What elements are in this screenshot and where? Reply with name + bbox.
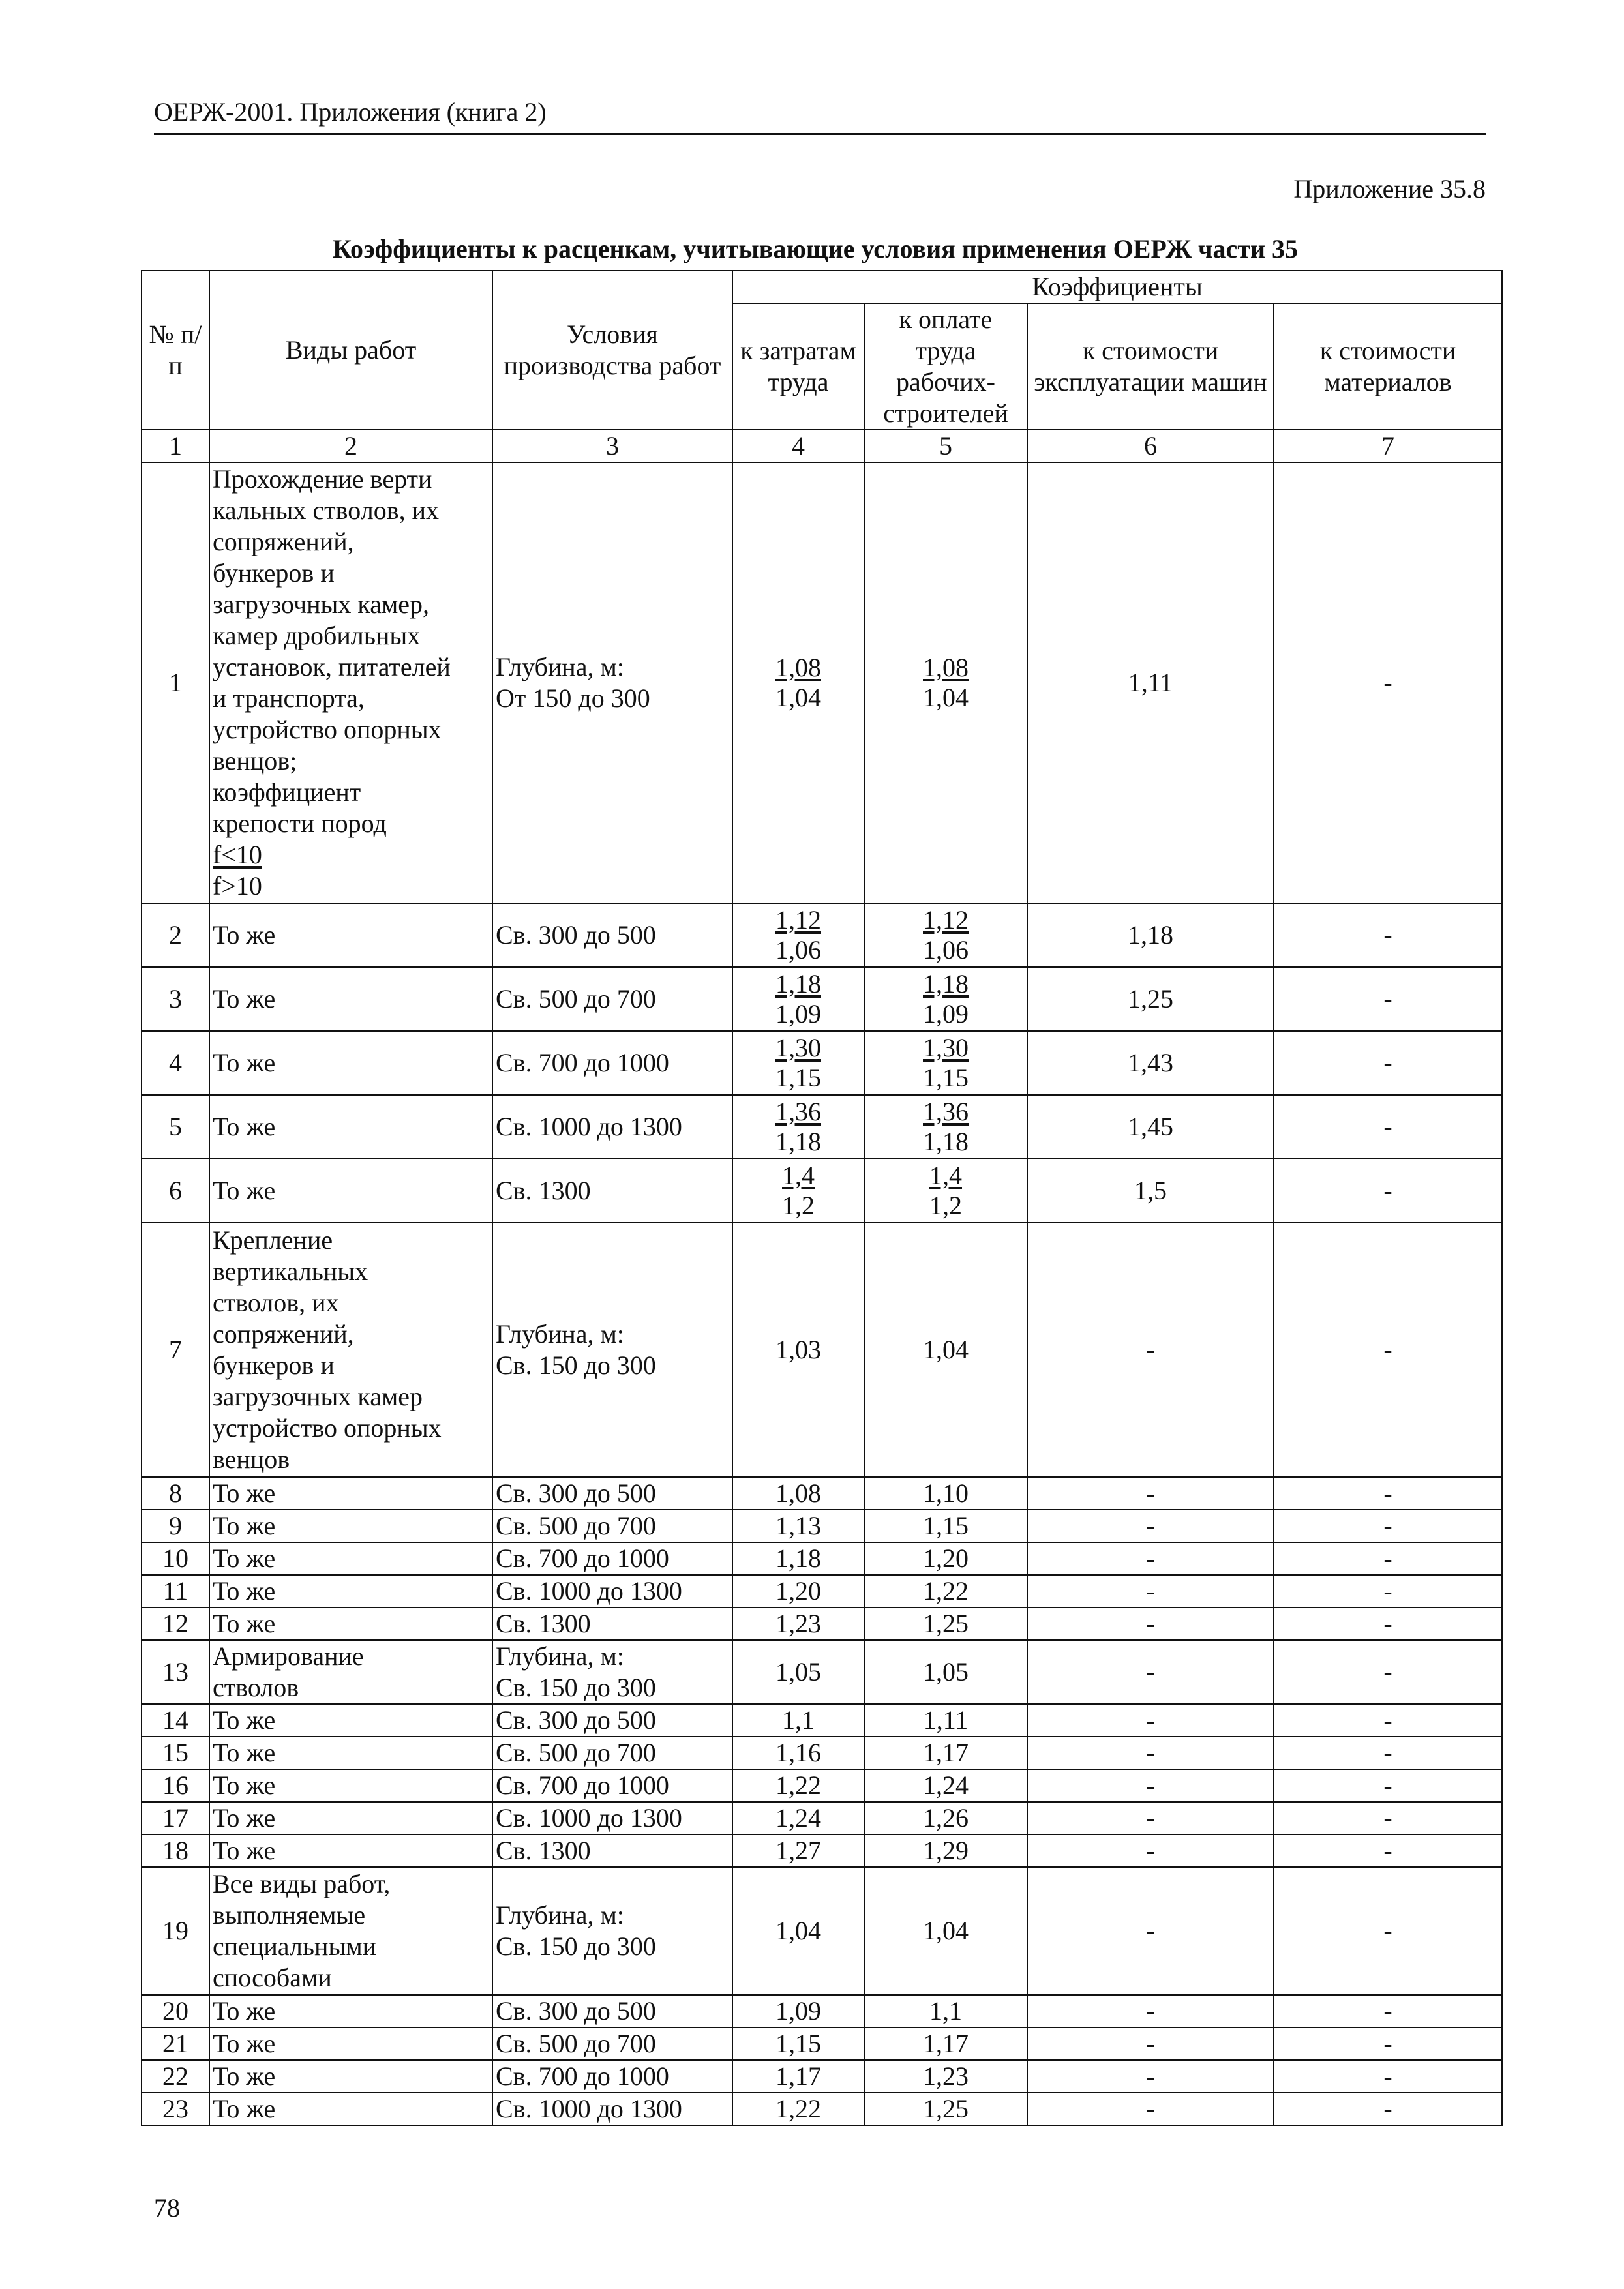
materials-coef: - — [1274, 967, 1502, 1031]
labor-coef: 1,05 — [732, 1640, 864, 1704]
frac-denominator: 1,2 — [782, 1190, 815, 1220]
labor-coef: 1,20 — [732, 1575, 864, 1608]
frac-numerator: 1,30 — [775, 1032, 821, 1062]
conditions: Св. 1000 до 1300 — [492, 1095, 732, 1159]
machines-coef: - — [1027, 1769, 1274, 1802]
table-row — [142, 1995, 1502, 2027]
conditions: Св. 300 до 500 — [492, 1477, 732, 1510]
work-line: Прохождение верти — [213, 464, 432, 494]
wages-coef: 1,04 — [864, 1223, 1027, 1477]
frac-numerator: 1,4 — [929, 1160, 962, 1190]
work-description: То же — [209, 903, 492, 967]
conditions: Св. 300 до 500 — [492, 1704, 732, 1737]
machines-coef: - — [1027, 1510, 1274, 1542]
work-line: вертикальных — [213, 1257, 368, 1286]
frac-numerator: 1,4 — [782, 1160, 815, 1190]
frac-denominator: 1,06 — [923, 935, 969, 965]
table-row — [142, 903, 1502, 967]
table-row — [142, 1031, 1502, 1095]
work-line: Крепление — [213, 1225, 333, 1255]
materials-coef: - — [1274, 1802, 1502, 1834]
table-row — [142, 1095, 1502, 1159]
work-description: То же — [209, 1737, 492, 1769]
row-num: 6 — [142, 1159, 209, 1223]
table-row — [142, 1704, 1502, 1737]
col-number: 5 — [864, 430, 1027, 462]
machines-coef: - — [1027, 2060, 1274, 2093]
machines-coef: 1,11 — [1027, 462, 1274, 903]
header-divider — [154, 133, 1486, 135]
row-num: 5 — [142, 1095, 209, 1159]
row-num: 23 — [142, 2093, 209, 2125]
machines-coef: - — [1027, 2093, 1274, 2125]
wages-coef: 1,11 — [864, 1704, 1027, 1737]
page-number: 78 — [154, 2193, 180, 2222]
work-description — [209, 462, 492, 903]
labor-coef: 1,18 — [732, 1542, 864, 1575]
machines-coef: - — [1027, 1834, 1274, 1867]
work-line: Армирование — [213, 1641, 364, 1671]
wages-coef: 1,24 — [864, 1769, 1027, 1802]
wages-coef — [864, 1031, 1027, 1095]
wages-coef: 1,1 — [864, 1995, 1027, 2027]
table-row — [142, 1769, 1502, 1802]
conditions: Св. 1300 — [492, 1834, 732, 1867]
coefficients-table — [141, 270, 1503, 2126]
wages-coef — [864, 1095, 1027, 1159]
conditions: Св. 1300 — [492, 1159, 732, 1223]
frac-denominator: 1,04 — [775, 682, 821, 712]
wages-coef — [864, 903, 1027, 967]
table-row — [142, 2027, 1502, 2060]
frac-numerator: 1,30 — [923, 1032, 969, 1062]
table-row — [142, 1834, 1502, 1867]
materials-coef: - — [1274, 1031, 1502, 1095]
frac-denominator: 1,18 — [923, 1126, 969, 1156]
work-line: установок, питателей — [213, 652, 451, 681]
wages-coef — [864, 1159, 1027, 1223]
col-number: 1 — [142, 430, 209, 462]
row-num: 16 — [142, 1769, 209, 1802]
labor-coef: 1,15 — [732, 2027, 864, 2060]
header-work: Виды работ — [209, 271, 492, 430]
wages-coef: 1,29 — [864, 1834, 1027, 1867]
conditions: Св. 500 до 700 — [492, 1737, 732, 1769]
work-line: бункеров и — [213, 1351, 335, 1380]
wages-coef: 1,23 — [864, 2060, 1027, 2093]
conditions: Св. 700 до 1000 — [492, 2060, 732, 2093]
work-line: стволов, их — [213, 1288, 339, 1317]
frac-denominator: 1,15 — [775, 1062, 821, 1092]
table-row — [142, 1575, 1502, 1608]
labor-coef — [732, 967, 864, 1031]
wages-coef: 1,17 — [864, 1737, 1027, 1769]
row-num: 18 — [142, 1834, 209, 1867]
work-description: То же — [209, 1608, 492, 1640]
labor-coef — [732, 462, 864, 903]
labor-coef: 1,23 — [732, 1608, 864, 1640]
work-description: То же — [209, 1769, 492, 1802]
row-num: 7 — [142, 1223, 209, 1477]
machines-coef: - — [1027, 1704, 1274, 1737]
work-line: Все виды работ, — [213, 1869, 391, 1898]
table-row — [142, 1159, 1502, 1223]
conditions: Св. 1000 до 1300 — [492, 1575, 732, 1608]
materials-coef: - — [1274, 903, 1502, 967]
table-row — [142, 1477, 1502, 1510]
materials-coef: - — [1274, 1159, 1502, 1223]
wages-coef: 1,10 — [864, 1477, 1027, 1510]
work-line: специальными — [213, 1932, 377, 1961]
header-materials: к стоимости материалов — [1274, 303, 1502, 430]
machines-coef: 1,43 — [1027, 1031, 1274, 1095]
work-description: То же — [209, 1995, 492, 2027]
row-num: 12 — [142, 1608, 209, 1640]
materials-coef: - — [1274, 1575, 1502, 1608]
work-description: То же — [209, 2060, 492, 2093]
header-coefficients: Коэффициенты — [732, 271, 1502, 303]
labor-coef: 1,27 — [732, 1834, 864, 1867]
frac-denominator: 1,09 — [775, 998, 821, 1028]
labor-coef — [732, 1031, 864, 1095]
appendix-label: Приложение 35.8 — [1293, 174, 1486, 203]
frac-numerator: 1,36 — [775, 1096, 821, 1126]
conditions: Св. 300 до 500 — [492, 1995, 732, 2027]
machines-coef: - — [1027, 1867, 1274, 1995]
wages-coef: 1,26 — [864, 1802, 1027, 1834]
col-number: 7 — [1274, 430, 1502, 462]
header-num: № п/п — [142, 271, 209, 430]
work-line: загрузочных камер, — [213, 590, 430, 619]
conditions — [492, 1867, 732, 1995]
work-line: крепости пород — [213, 809, 387, 838]
labor-coef — [732, 1095, 864, 1159]
machines-coef: - — [1027, 2027, 1274, 2060]
condition-line: Св. 150 до 300 — [496, 1673, 656, 1702]
conditions: Св. 1300 — [492, 1608, 732, 1640]
materials-coef: - — [1274, 1834, 1502, 1867]
labor-coef: 1,13 — [732, 1510, 864, 1542]
table-row — [142, 2060, 1502, 2093]
col-number: 3 — [492, 430, 732, 462]
condition-line: От 150 до 300 — [496, 683, 650, 713]
work-line: и транспорта, — [213, 683, 365, 713]
machines-coef: - — [1027, 1223, 1274, 1477]
work-description — [209, 1867, 492, 1995]
materials-coef: - — [1274, 462, 1502, 903]
table-row — [142, 1510, 1502, 1542]
row-num: 2 — [142, 903, 209, 967]
materials-coef: - — [1274, 1477, 1502, 1510]
materials-coef: - — [1274, 1510, 1502, 1542]
frac-numerator: 1,18 — [923, 968, 969, 998]
labor-coef: 1,09 — [732, 1995, 864, 2027]
work-line: устройство опорных — [213, 715, 442, 744]
machines-coef: - — [1027, 1608, 1274, 1640]
work-line: камер дробильных — [213, 621, 421, 650]
work-line: устройство опорных — [213, 1413, 442, 1443]
work-line: выполняемые — [213, 1900, 366, 1930]
table-row — [142, 1542, 1502, 1575]
col-number: 6 — [1027, 430, 1274, 462]
table-row — [142, 1223, 1502, 1477]
labor-coef — [732, 1159, 864, 1223]
labor-coef — [732, 903, 864, 967]
condition-line: Св. 150 до 300 — [496, 1932, 656, 1961]
labor-coef: 1,04 — [732, 1867, 864, 1995]
materials-coef: - — [1274, 2060, 1502, 2093]
work-line: загрузочных камер — [213, 1382, 423, 1411]
frac-numerator: 1,36 — [923, 1096, 969, 1126]
work-line: венцов — [213, 1444, 290, 1474]
work-description — [209, 1223, 492, 1477]
work-description: То же — [209, 2027, 492, 2060]
machines-coef: 1,25 — [1027, 967, 1274, 1031]
wages-coef: 1,04 — [864, 1867, 1027, 1995]
col-number: 2 — [209, 430, 492, 462]
frac-numerator: 1,18 — [775, 968, 821, 998]
work-description: То же — [209, 1095, 492, 1159]
materials-coef: - — [1274, 1542, 1502, 1575]
work-line: венцов; — [213, 746, 297, 775]
materials-coef: - — [1274, 2093, 1502, 2125]
condition-line: Глубина, м: — [496, 1641, 624, 1671]
labor-coef: 1,03 — [732, 1223, 864, 1477]
materials-coef: - — [1274, 1769, 1502, 1802]
row-num: 11 — [142, 1575, 209, 1608]
conditions: Св. 700 до 1000 — [492, 1031, 732, 1095]
wages-coef: 1,20 — [864, 1542, 1027, 1575]
frac-denominator: 1,06 — [775, 935, 821, 965]
work-description: То же — [209, 1510, 492, 1542]
wages-coef: 1,25 — [864, 2093, 1027, 2125]
wages-coef: 1,25 — [864, 1608, 1027, 1640]
labor-coef: 1,08 — [732, 1477, 864, 1510]
conditions: Св. 1000 до 1300 — [492, 2093, 732, 2125]
work-description: То же — [209, 1159, 492, 1223]
machines-coef: 1,45 — [1027, 1095, 1274, 1159]
conditions — [492, 1640, 732, 1704]
work-description: То же — [209, 1704, 492, 1737]
frac-denominator: 1,18 — [775, 1126, 821, 1156]
work-description: То же — [209, 1575, 492, 1608]
machines-coef: - — [1027, 1737, 1274, 1769]
wages-coef: 1,05 — [864, 1640, 1027, 1704]
row-num: 1 — [142, 462, 209, 903]
conditions — [492, 462, 732, 903]
work-line: сопряжений, — [213, 1319, 354, 1349]
wages-coef: 1,17 — [864, 2027, 1027, 2060]
machines-coef: - — [1027, 1995, 1274, 2027]
row-num: 13 — [142, 1640, 209, 1704]
hardness-gt: f>10 — [213, 871, 262, 901]
machines-coef: - — [1027, 1542, 1274, 1575]
header-machines: к стоимости эксплуатации машин — [1027, 303, 1274, 430]
materials-coef: - — [1274, 2027, 1502, 2060]
work-description — [209, 1640, 492, 1704]
materials-coef: - — [1274, 1995, 1502, 2027]
machines-coef: - — [1027, 1802, 1274, 1834]
header-labor: к затратам труда — [732, 303, 864, 430]
row-num: 9 — [142, 1510, 209, 1542]
frac-numerator: 1,12 — [923, 905, 969, 935]
row-num: 17 — [142, 1802, 209, 1834]
materials-coef: - — [1274, 1095, 1502, 1159]
conditions: Св. 700 до 1000 — [492, 1542, 732, 1575]
header-conditions: Условия производства работ — [492, 271, 732, 430]
table-row — [142, 1867, 1502, 1995]
work-description: То же — [209, 1802, 492, 1834]
materials-coef: - — [1274, 1704, 1502, 1737]
table-row — [142, 1640, 1502, 1704]
frac-denominator: 1,09 — [923, 998, 969, 1028]
row-num: 19 — [142, 1867, 209, 1995]
condition-line: Глубина, м: — [496, 652, 624, 681]
frac-numerator: 1,08 — [775, 652, 821, 682]
conditions: Св. 700 до 1000 — [492, 1769, 732, 1802]
header-wages: к оплате труда рабочих-строителей — [864, 303, 1027, 430]
hardness-lt: f<10 — [213, 840, 262, 869]
machines-coef: 1,18 — [1027, 903, 1274, 967]
table-row — [142, 967, 1502, 1031]
materials-coef: - — [1274, 1867, 1502, 1995]
work-line: коэффициент — [213, 777, 361, 807]
frac-denominator: 1,15 — [923, 1062, 969, 1092]
work-line: стволов — [213, 1673, 299, 1702]
work-description: То же — [209, 1477, 492, 1510]
condition-line: Глубина, м: — [496, 1900, 624, 1930]
column-numbers-row — [142, 430, 1502, 462]
row-num: 10 — [142, 1542, 209, 1575]
conditions: Св. 500 до 700 — [492, 967, 732, 1031]
row-num: 4 — [142, 1031, 209, 1095]
table-row — [142, 462, 1502, 903]
materials-coef: - — [1274, 1608, 1502, 1640]
conditions: Св. 500 до 700 — [492, 2027, 732, 2060]
table-row — [142, 1608, 1502, 1640]
table-caption: Коэффициенты к расценкам, учитывающие условия применения ОЕРЖ части 35 — [332, 234, 1299, 263]
row-num: 21 — [142, 2027, 209, 2060]
work-line: бункеров и — [213, 558, 335, 588]
table-row — [142, 1802, 1502, 1834]
row-num: 20 — [142, 1995, 209, 2027]
frac-denominator: 1,04 — [923, 682, 969, 712]
labor-coef: 1,16 — [732, 1737, 864, 1769]
row-num: 22 — [142, 2060, 209, 2093]
conditions: Св. 1000 до 1300 — [492, 1802, 732, 1834]
machines-coef: - — [1027, 1575, 1274, 1608]
labor-coef: 1,22 — [732, 2093, 864, 2125]
work-line: способами — [213, 1963, 332, 1992]
conditions — [492, 1223, 732, 1477]
labor-coef: 1,24 — [732, 1802, 864, 1834]
materials-coef: - — [1274, 1640, 1502, 1704]
frac-numerator: 1,08 — [923, 652, 969, 682]
work-description: То же — [209, 2093, 492, 2125]
row-num: 14 — [142, 1704, 209, 1737]
machines-coef: - — [1027, 1640, 1274, 1704]
table-row — [142, 2093, 1502, 2125]
work-description: То же — [209, 1031, 492, 1095]
materials-coef: - — [1274, 1223, 1502, 1477]
wages-coef: 1,22 — [864, 1575, 1027, 1608]
machines-coef: 1,5 — [1027, 1159, 1274, 1223]
work-line: сопряжений, — [213, 527, 354, 556]
col-number: 4 — [732, 430, 864, 462]
frac-numerator: 1,12 — [775, 905, 821, 935]
wages-coef — [864, 967, 1027, 1031]
row-num: 3 — [142, 967, 209, 1031]
machines-coef: - — [1027, 1477, 1274, 1510]
work-description: То же — [209, 967, 492, 1031]
row-num: 8 — [142, 1477, 209, 1510]
table-row — [142, 1737, 1502, 1769]
conditions: Св. 300 до 500 — [492, 903, 732, 967]
work-description: То же — [209, 1834, 492, 1867]
work-description: То же — [209, 1542, 492, 1575]
condition-line: Св. 150 до 300 — [496, 1351, 656, 1380]
row-num: 15 — [142, 1737, 209, 1769]
labor-coef: 1,1 — [732, 1704, 864, 1737]
work-line: кальных стволов, их — [213, 496, 439, 525]
labor-coef: 1,17 — [732, 2060, 864, 2093]
materials-coef: - — [1274, 1737, 1502, 1769]
wages-coef — [864, 462, 1027, 903]
conditions: Св. 500 до 700 — [492, 1510, 732, 1542]
condition-line: Глубина, м: — [496, 1319, 624, 1349]
labor-coef: 1,22 — [732, 1769, 864, 1802]
running-header: ОЕРЖ-2001. Приложения (книга 2) — [154, 97, 547, 127]
wages-coef: 1,15 — [864, 1510, 1027, 1542]
frac-denominator: 1,2 — [929, 1190, 962, 1220]
